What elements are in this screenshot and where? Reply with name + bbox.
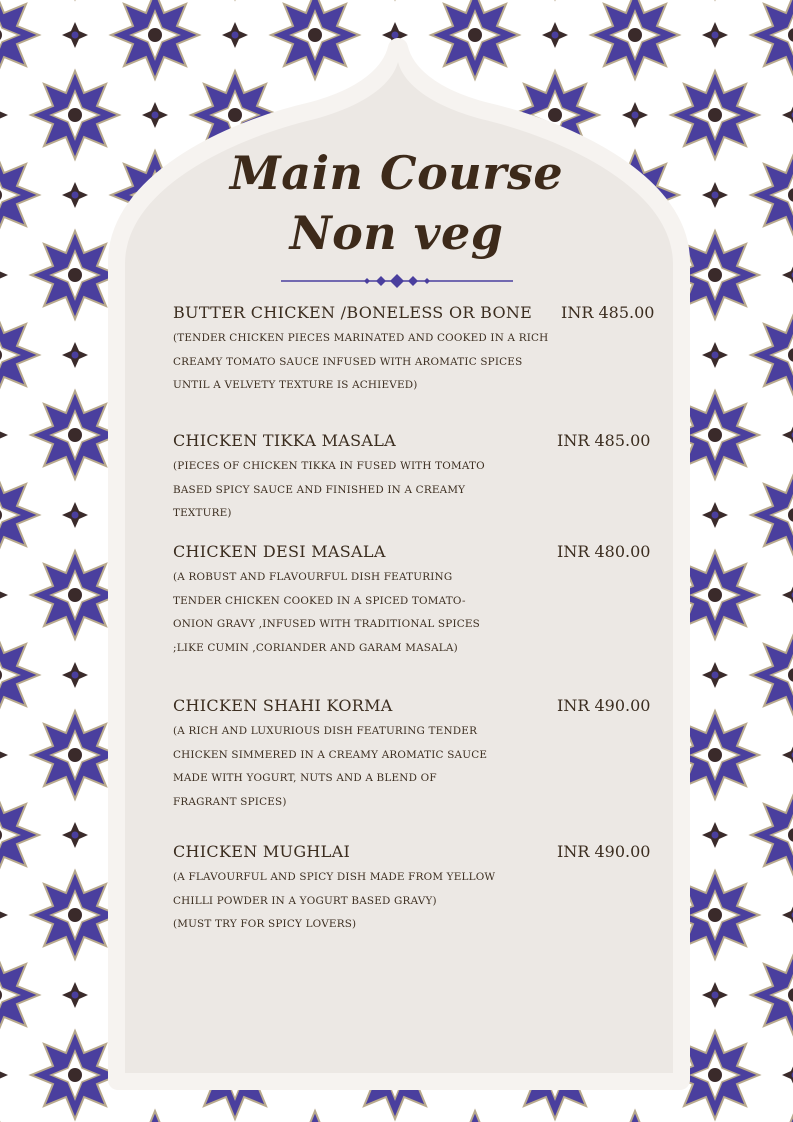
- item-name: CHICKEN DESI MASALA: [173, 542, 386, 561]
- menu-item: [173, 696, 663, 814]
- item-name: CHICKEN TIKKA MASALA: [173, 431, 396, 450]
- menu-title-line2: Non veg: [289, 206, 504, 260]
- description-line: MADE WITH YOGURT, NUTS AND A BLEND OF: [173, 772, 437, 784]
- item-price: INR 490.00: [557, 842, 651, 861]
- description-line: ;LIKE CUMIN ,CORIANDER AND GARAM MASALA): [173, 641, 458, 654]
- ornamental-divider: [281, 272, 513, 288]
- description-line: FRAGRANT SPICES): [173, 795, 287, 808]
- description-line: UNTIL A VELVETY TEXTURE IS ACHIEVED): [173, 379, 418, 391]
- menu-item: [173, 303, 663, 398]
- menu-item: [173, 842, 663, 937]
- item-description: [173, 720, 543, 814]
- menu-item: [173, 431, 663, 526]
- description-line: (A RICH AND LUXURIOUS DISH FEATURING TENDER: [173, 725, 478, 737]
- item-name: BUTTER CHICKEN /BONELESS OR BONE: [173, 303, 533, 322]
- description-line: (MUST TRY FOR SPICY LOVERS): [173, 918, 357, 930]
- description-line: CREAMY TOMATO SAUCE INFUSED WITH AROMATIC SPICES: [173, 355, 523, 368]
- item-name: CHICKEN MUGHLAI: [173, 842, 351, 861]
- item-description: [173, 566, 543, 660]
- description-line: CHILLI POWDER IN A YOGURT BASED GRAVY): [173, 894, 437, 907]
- description-line: CHICKEN SIMMERED IN A CREAMY AROMATIC SAUCE: [173, 748, 488, 761]
- description-line: (A ROBUST AND FLAVOURFUL DISH FEATURING: [173, 571, 453, 583]
- description-line: (A FLAVOURFUL AND SPICY DISH MADE FROM YELLOW: [173, 871, 496, 883]
- item-price: INR 485.00: [557, 431, 651, 450]
- item-price: INR 485.00: [561, 303, 655, 322]
- item-description: [173, 327, 549, 398]
- menu-item: [173, 542, 663, 660]
- item-name: CHICKEN SHAHI KORMA: [173, 696, 393, 715]
- menu-title-line1: Main Course: [229, 146, 564, 200]
- description-line: (TENDER CHICKEN PIECES MARINATED AND COOKED IN A RICH: [173, 332, 549, 344]
- description-line: (PIECES OF CHICKEN TIKKA IN FUSED WITH TOMATO: [173, 460, 485, 472]
- description-line: ONION GRAVY ,INFUSED WITH TRADITIONAL SPICES: [173, 618, 480, 630]
- item-price: INR 490.00: [557, 696, 651, 715]
- item-description: [173, 455, 543, 526]
- item-price: INR 480.00: [557, 542, 651, 561]
- description-line: BASED SPICY SAUCE AND FINISHED IN A CREAMY: [173, 483, 466, 496]
- description-line: TEXTURE): [173, 507, 232, 519]
- description-line: TENDER CHICKEN COOKED IN A SPICED TOMATO-: [173, 594, 466, 607]
- item-description: [173, 866, 543, 937]
